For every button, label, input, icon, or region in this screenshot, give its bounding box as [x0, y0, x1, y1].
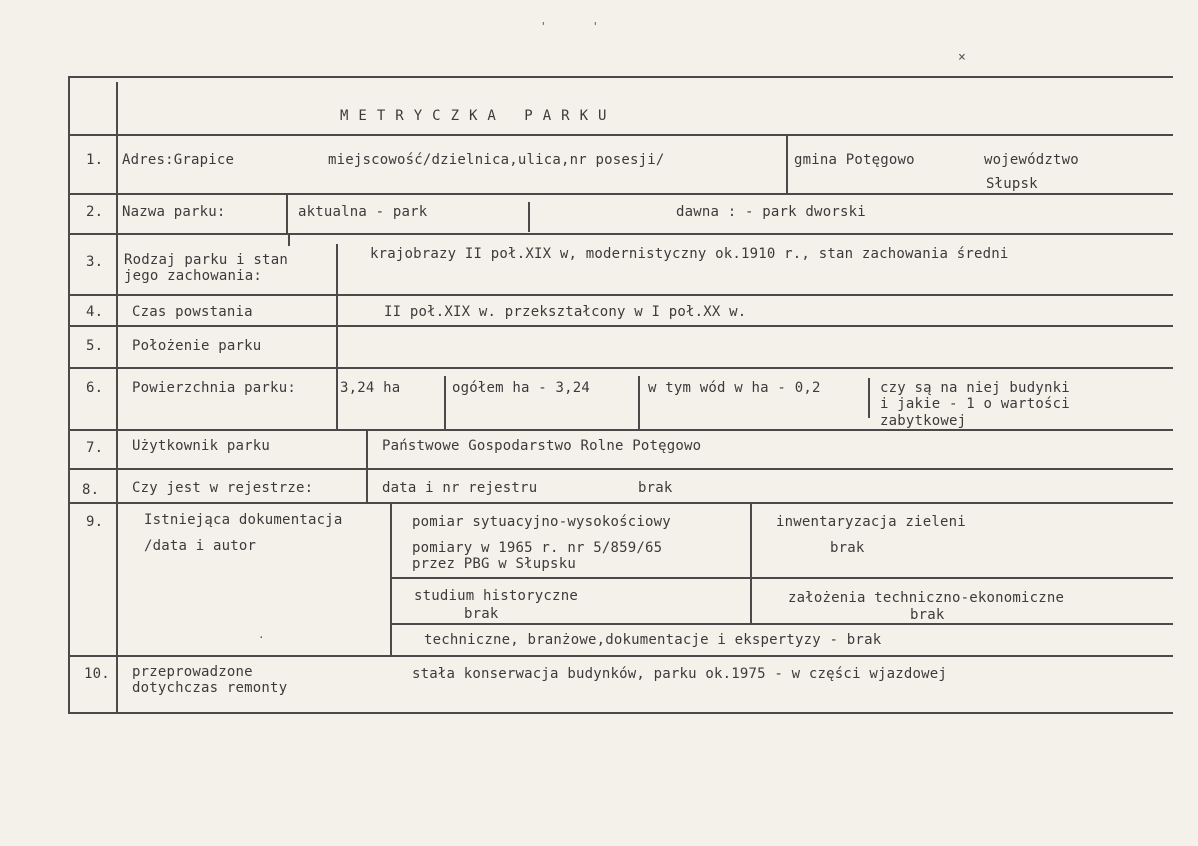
repairs-value: stała konserwacja budynków, parku ok.1975 - w części wjazdowej: [412, 666, 947, 682]
rule-top: [68, 76, 1173, 78]
stray-mark: ': [592, 20, 599, 33]
park-name-former: dawna : - park dworski: [676, 204, 866, 220]
greenery-title: inwentaryzacja zieleni: [776, 514, 966, 530]
buildings-text: zabytkowej: [880, 413, 967, 429]
rule-r6-split1: [444, 376, 446, 429]
survey-title: pomiar sytuacyjno-wysokościowy: [412, 514, 671, 530]
row-number: 3.: [86, 254, 104, 270]
row-number: 5.: [86, 338, 104, 354]
park-name-label: Nazwa parku:: [122, 204, 226, 220]
register-number-label: data i nr rejestru: [382, 480, 538, 496]
history-title: studium historyczne: [414, 588, 578, 604]
documentation-label: /data i autor: [144, 538, 257, 554]
rule-row3-bottom: [70, 294, 1173, 296]
area-total: ogółem ha - 3,24: [452, 380, 591, 396]
park-type-label: jego zachowania:: [124, 268, 263, 284]
origin-value: II poł.XIX w. przekształcony w I poł.XX w.: [384, 304, 747, 320]
rule-bottom: [68, 712, 1173, 714]
rule-r3-r6-split: [336, 244, 338, 429]
history-value: brak: [464, 606, 499, 622]
repairs-label: przeprowadzone: [132, 664, 253, 680]
survey-detail: pomiary w 1965 r. nr 5/859/65: [412, 540, 663, 556]
rule-row7-bottom: [70, 468, 1173, 470]
rule-r9-split: [390, 504, 392, 655]
origin-label: Czas powstania: [132, 304, 253, 320]
row-number: 8.: [82, 482, 100, 498]
buildings-text: czy są na niej budynki: [880, 380, 1070, 396]
greenery-value: brak: [830, 540, 865, 556]
rule-r1-split: [786, 136, 788, 193]
row-number: 1.: [86, 152, 104, 168]
area-label: Powierzchnia parku:: [132, 380, 296, 396]
rule-num-col: [116, 82, 118, 712]
register-label: Czy jest w rejestrze:: [132, 480, 314, 496]
address-hint: miejscowość/dzielnica,ulica,nr posesji/: [328, 152, 665, 168]
rule-r6-split3: [868, 378, 870, 418]
gmina-value: gmina Potęgowo: [794, 152, 915, 168]
row-number: 4.: [86, 304, 104, 320]
wojewodztwo-label: województwo: [984, 152, 1079, 168]
rule-row9-lower: [390, 623, 1173, 625]
register-value: brak: [638, 480, 673, 496]
tech-value: brak: [910, 607, 945, 623]
location-label: Położenie parku: [132, 338, 262, 354]
rule-r7-r8-split: [366, 430, 368, 502]
owner-label: Użytkownik parku: [132, 438, 271, 454]
park-type-value: krajobrazy II poł.XIX w, modernistyczny ok.1910 r., stan zachowania średni: [370, 246, 1009, 262]
park-name-current: aktualna - park: [298, 204, 428, 220]
area-value: 3,24 ha: [340, 380, 401, 396]
row-number: 7.: [86, 440, 104, 456]
row-number: 10.: [84, 666, 110, 682]
rule-row6-bottom: [70, 429, 1173, 431]
rule-row1-bottom: [70, 193, 1173, 195]
stray-mark: ×: [958, 50, 966, 65]
stray-mark: .: [258, 628, 265, 641]
rule-r3-tick: [288, 234, 290, 246]
rule-title-bottom: [70, 134, 1173, 136]
area-water: w tym wód w ha - 0,2: [648, 380, 821, 396]
form-title: METRYCZKA PARKU: [340, 108, 617, 124]
row-number: 2.: [86, 204, 104, 220]
rule-r6-split2: [638, 376, 640, 429]
rule-row5-bottom: [70, 367, 1173, 369]
row-number: 6.: [86, 380, 104, 396]
expertise-value: techniczne, branżowe,dokumentacje i ekspertyzy - brak: [424, 632, 882, 648]
row-number: 9.: [86, 514, 104, 530]
wojewodztwo-value: Słupsk: [986, 176, 1038, 192]
stray-mark: ': [540, 20, 547, 33]
survey-detail: przez PBG w Słupsku: [412, 556, 576, 572]
rule-r2-split2: [528, 202, 530, 232]
tech-title: założenia techniczno-ekonomiczne: [788, 590, 1065, 606]
rule-row9-mid: [390, 577, 1173, 579]
rule-row4-bottom: [70, 325, 1173, 327]
park-type-label: Rodzaj parku i stan: [124, 252, 288, 268]
documentation-label: Istniejąca dokumentacja: [144, 512, 343, 528]
owner-value: Państwowe Gospodarstwo Rolne Potęgowo: [382, 438, 702, 454]
address-label: Adres:Grapice: [122, 152, 235, 168]
rule-row9-bottom: [70, 655, 1173, 657]
rule-r9-split2: [750, 504, 752, 623]
rule-left: [68, 76, 70, 714]
rule-row8-bottom: [70, 502, 1173, 504]
buildings-text: i jakie - 1 o wartości: [880, 396, 1070, 412]
repairs-label: dotychczas remonty: [132, 680, 288, 696]
rule-row2-bottom: [70, 233, 1173, 235]
rule-r2-split1: [286, 195, 288, 233]
